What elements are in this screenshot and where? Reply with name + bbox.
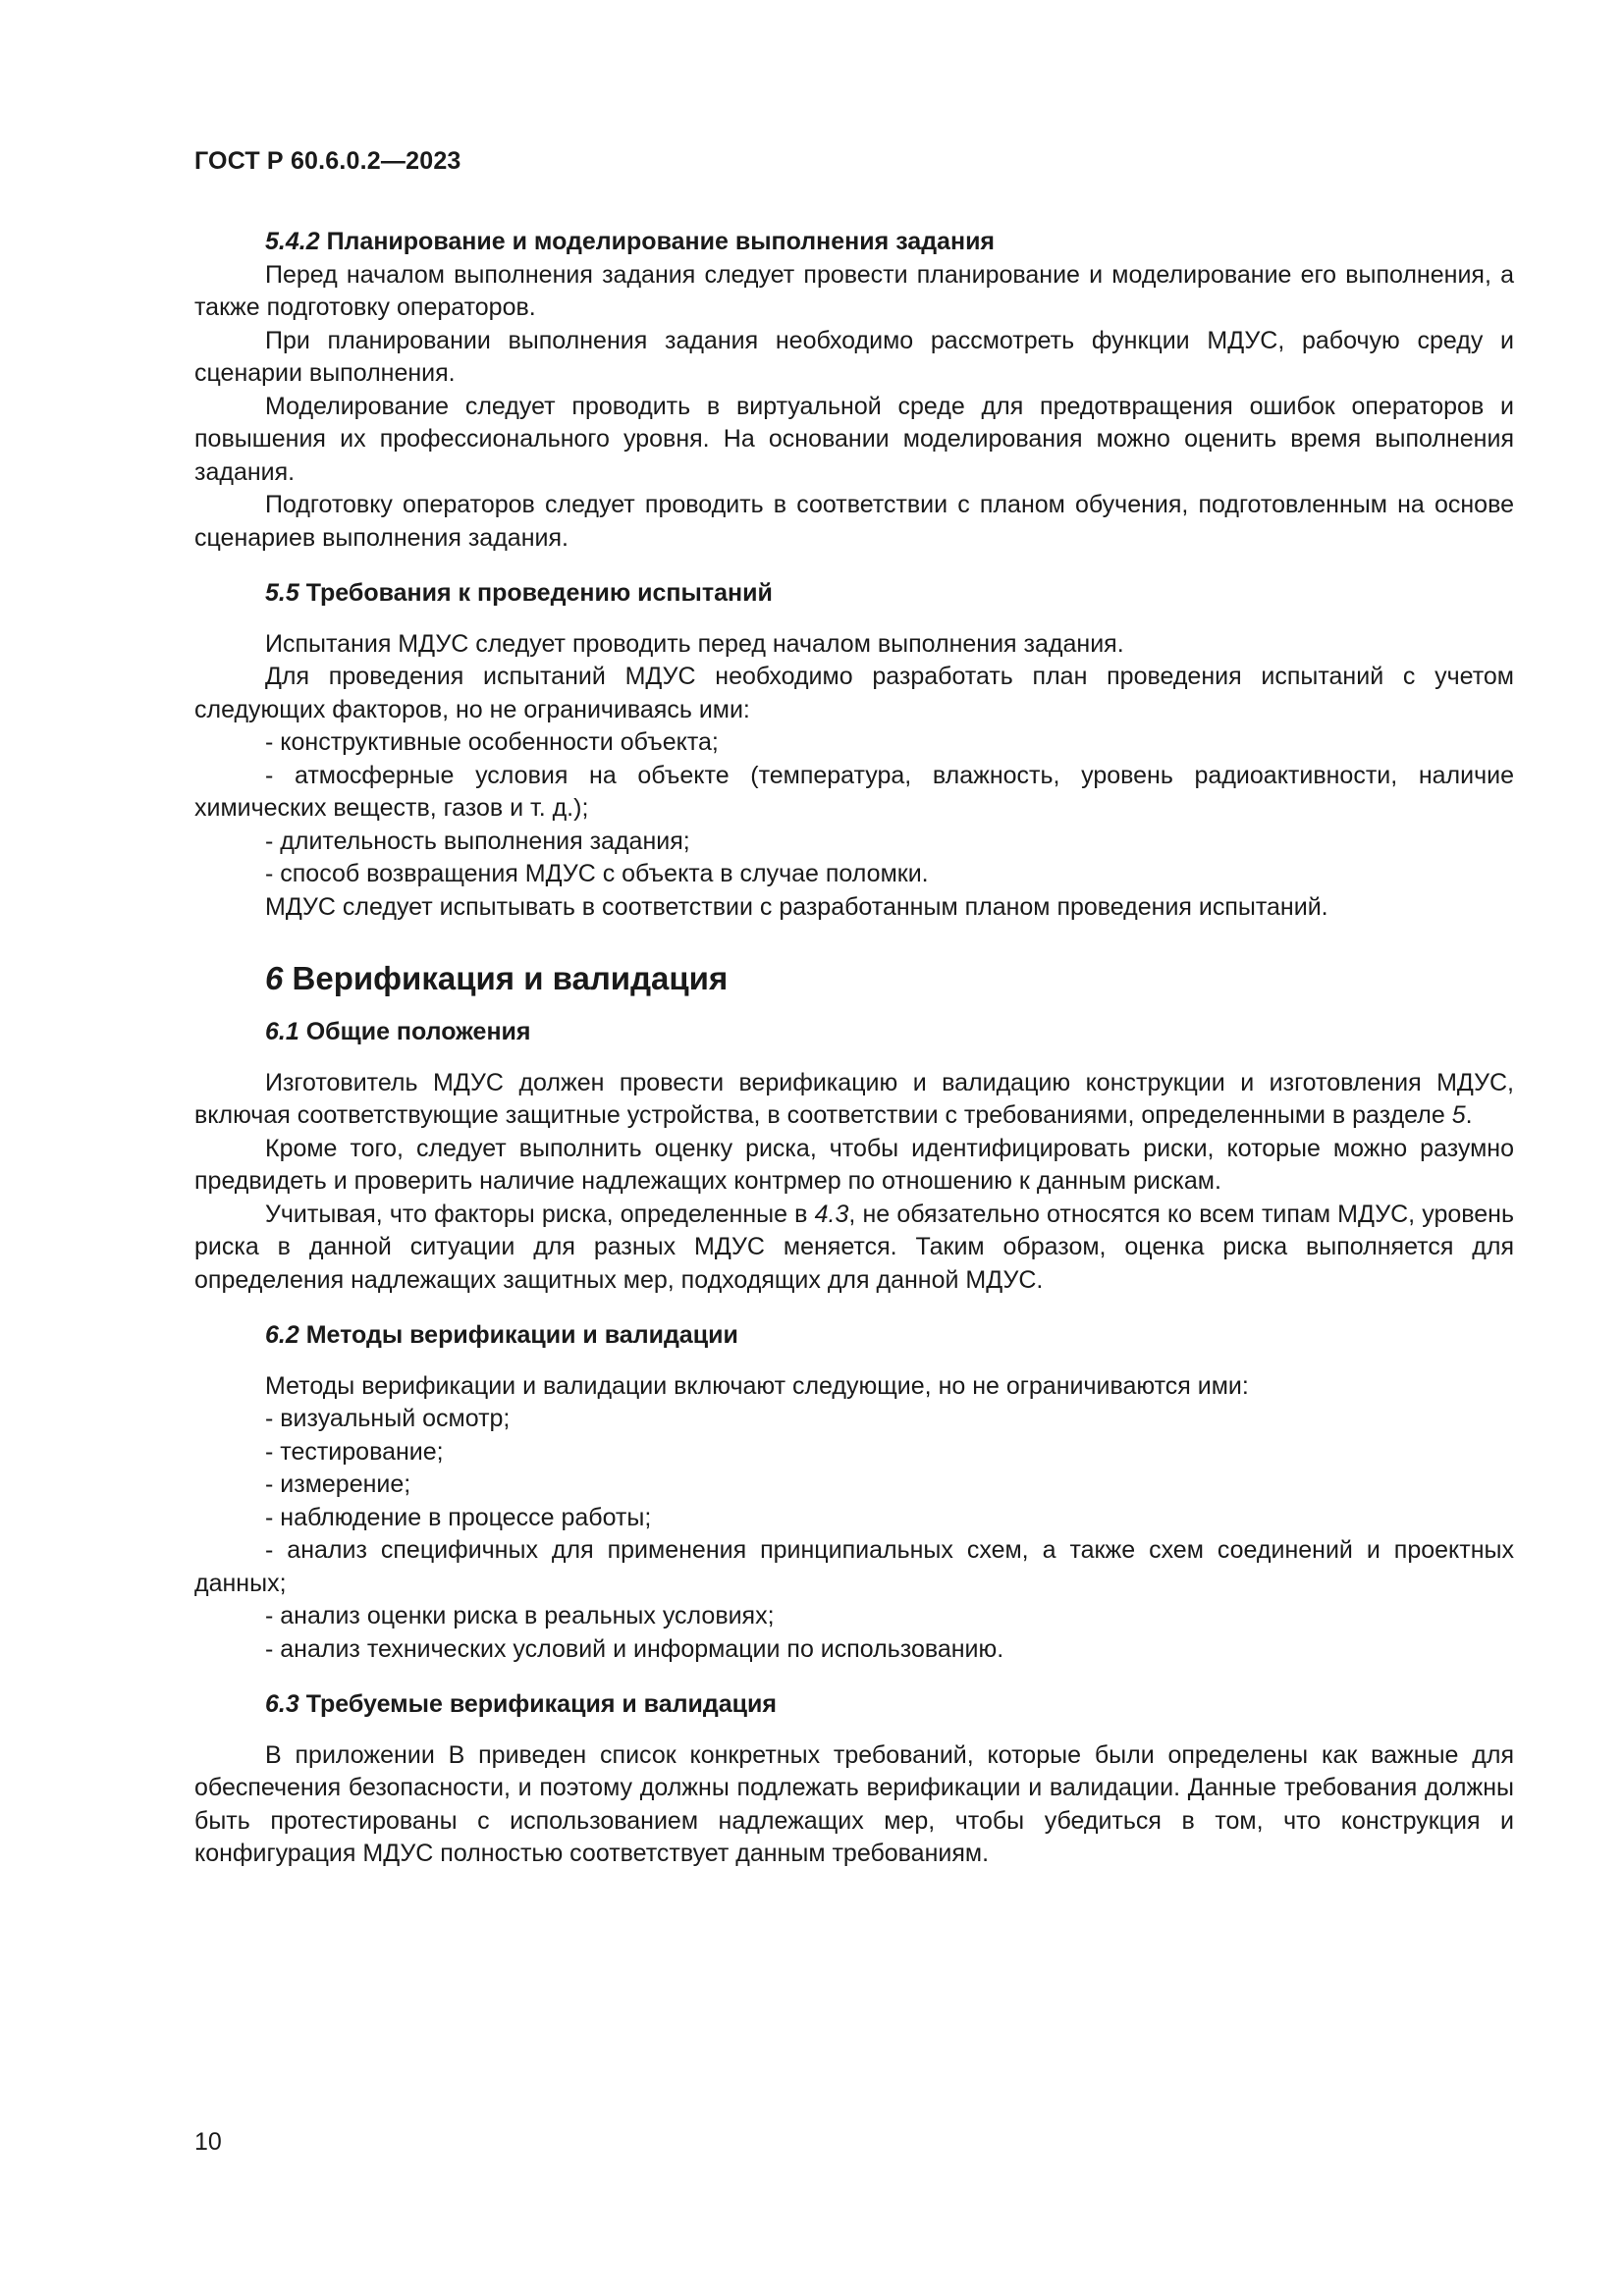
paragraph-text: Учитывая, что факторы риска, определенные в [265, 1200, 815, 1228]
section-reference: 4.3 [814, 1200, 849, 1228]
paragraph: Подготовку операторов следует проводить в соответствии с планом обучения, подготовленным на основе сценариев выполнения задания. [194, 491, 1514, 552]
document-code: ГОСТ Р 60.6.0.2—2023 [194, 147, 461, 175]
subsection-number: 6.1 [265, 1018, 299, 1045]
subsection-heading-5-5 [194, 577, 1514, 611]
subsection-number: 6.3 [265, 1690, 299, 1718]
subsection-title: Методы верификации и валидации [305, 1321, 738, 1349]
subsection-number: 6.2 [265, 1321, 299, 1349]
list-item: - анализ оценки риска в реальных условиях; [265, 1602, 775, 1629]
subsection-heading-6-1 [194, 1016, 1514, 1049]
paragraph-text: . [1465, 1101, 1473, 1129]
list-item: - визуальный осмотр; [265, 1405, 511, 1432]
list-item: - тестирование; [265, 1437, 444, 1466]
section-heading-6 [194, 959, 1514, 998]
subsection-heading-6-3 [194, 1688, 1514, 1722]
paragraph: Моделирование следует проводить в виртуальной среде для предотвращения ошибок операторов и повышения их профессионального уровня. На основании моделирования можно оценить время выполнения задания. [194, 392, 1514, 486]
list-item: - способ возвращения МДУС с объекта в случае поломки. [265, 860, 929, 887]
subsection-number: 5.4.2 [265, 228, 320, 255]
paragraph: В приложении В приведен список конкретных требований, которые были определены как важные для обеспечения безопасности, и поэтому должны подлежать верификации и валидации. Данные требования должны быть протестированы с использованием надлежащих мер, чтобы убедиться в том, что конструкция и конфигурация МДУС полностью соответствует данным требованиям. [194, 1740, 1514, 1867]
subsection-heading-6-2 [194, 1319, 1514, 1353]
paragraph-text: , не обязательно относятся ко всем типам МДУС, уровень риска в данной ситуации для разных МДУС меняется. Таким образом, оценка риска выполняется для определения надлежащих защитных мер, подходящих для данной МДУС. [194, 1200, 1514, 1294]
subsection-number: 5.5 [265, 579, 299, 607]
subsection-title: Требуемые верификация и валидация [305, 1690, 777, 1718]
paragraph: Перед началом выполнения задания следует провести планирование и моделирование его выполнения, а также подготовку операторов. [194, 260, 1514, 321]
paragraph: МДУС следует испытывать в соответствии с разработанным планом проведения испытаний. [265, 892, 1328, 921]
paragraph: При планировании выполнения задания необходимо рассмотреть функции МДУС, рабочую среду и сценарии выполнения. [194, 326, 1514, 387]
subsection-heading-5-4-2 [194, 226, 1514, 259]
paragraph: Методы верификации и валидации включают следующие, но не ограничиваются ими: [265, 1371, 1249, 1400]
page-number: 10 [194, 2128, 222, 2156]
list-item: - длительность выполнения задания; [265, 827, 690, 855]
paragraph: Испытания МДУС следует проводить перед началом выполнения задания. [265, 629, 1124, 658]
paragraph [194, 1067, 1514, 1133]
list-item: - конструктивные особенности объекта; [265, 728, 719, 756]
section-title: Верификация и валидация [292, 960, 729, 996]
paragraph-text: Изготовитель МДУС должен провести верификацию и валидацию конструкции и изготовления МДУС, включая соответствующие защитные устройства, в соответствии с требованиями, определенными в разделе [194, 1068, 1514, 1129]
paragraph: Кроме того, следует выполнить оценку риска, чтобы идентифицировать риски, которые можно разумно предвидеть и проверить наличие надлежащих контрмер по отношению к данным рискам. [194, 1134, 1514, 1195]
list-item: - измерение; [265, 1470, 411, 1498]
paragraph [194, 1199, 1514, 1298]
list-item: - анализ технических условий и информации по использованию. [265, 1634, 1004, 1663]
page-body [194, 226, 1514, 1871]
section-number: 6 [265, 960, 284, 996]
paragraph: Для проведения испытаний МДУС необходимо разработать план проведения испытаний с учетом следующих факторов, но не ограничиваясь ими: [194, 663, 1514, 723]
list-item: - анализ специфичных для применения принципиальных схем, а также схем соединений и проектных данных; [194, 1536, 1514, 1597]
subsection-title: Планирование и моделирование выполнения задания [326, 228, 996, 255]
subsection-title: Требования к проведению испытаний [305, 579, 773, 607]
subsection-title: Общие положения [305, 1018, 531, 1045]
list-item: - наблюдение в процессе работы; [265, 1503, 652, 1531]
list-item: - атмосферные условия на объекте (температура, влажность, уровень радиоактивности, наличие химических веществ, газов и т. д.); [194, 761, 1514, 822]
section-reference: 5 [1451, 1101, 1466, 1129]
